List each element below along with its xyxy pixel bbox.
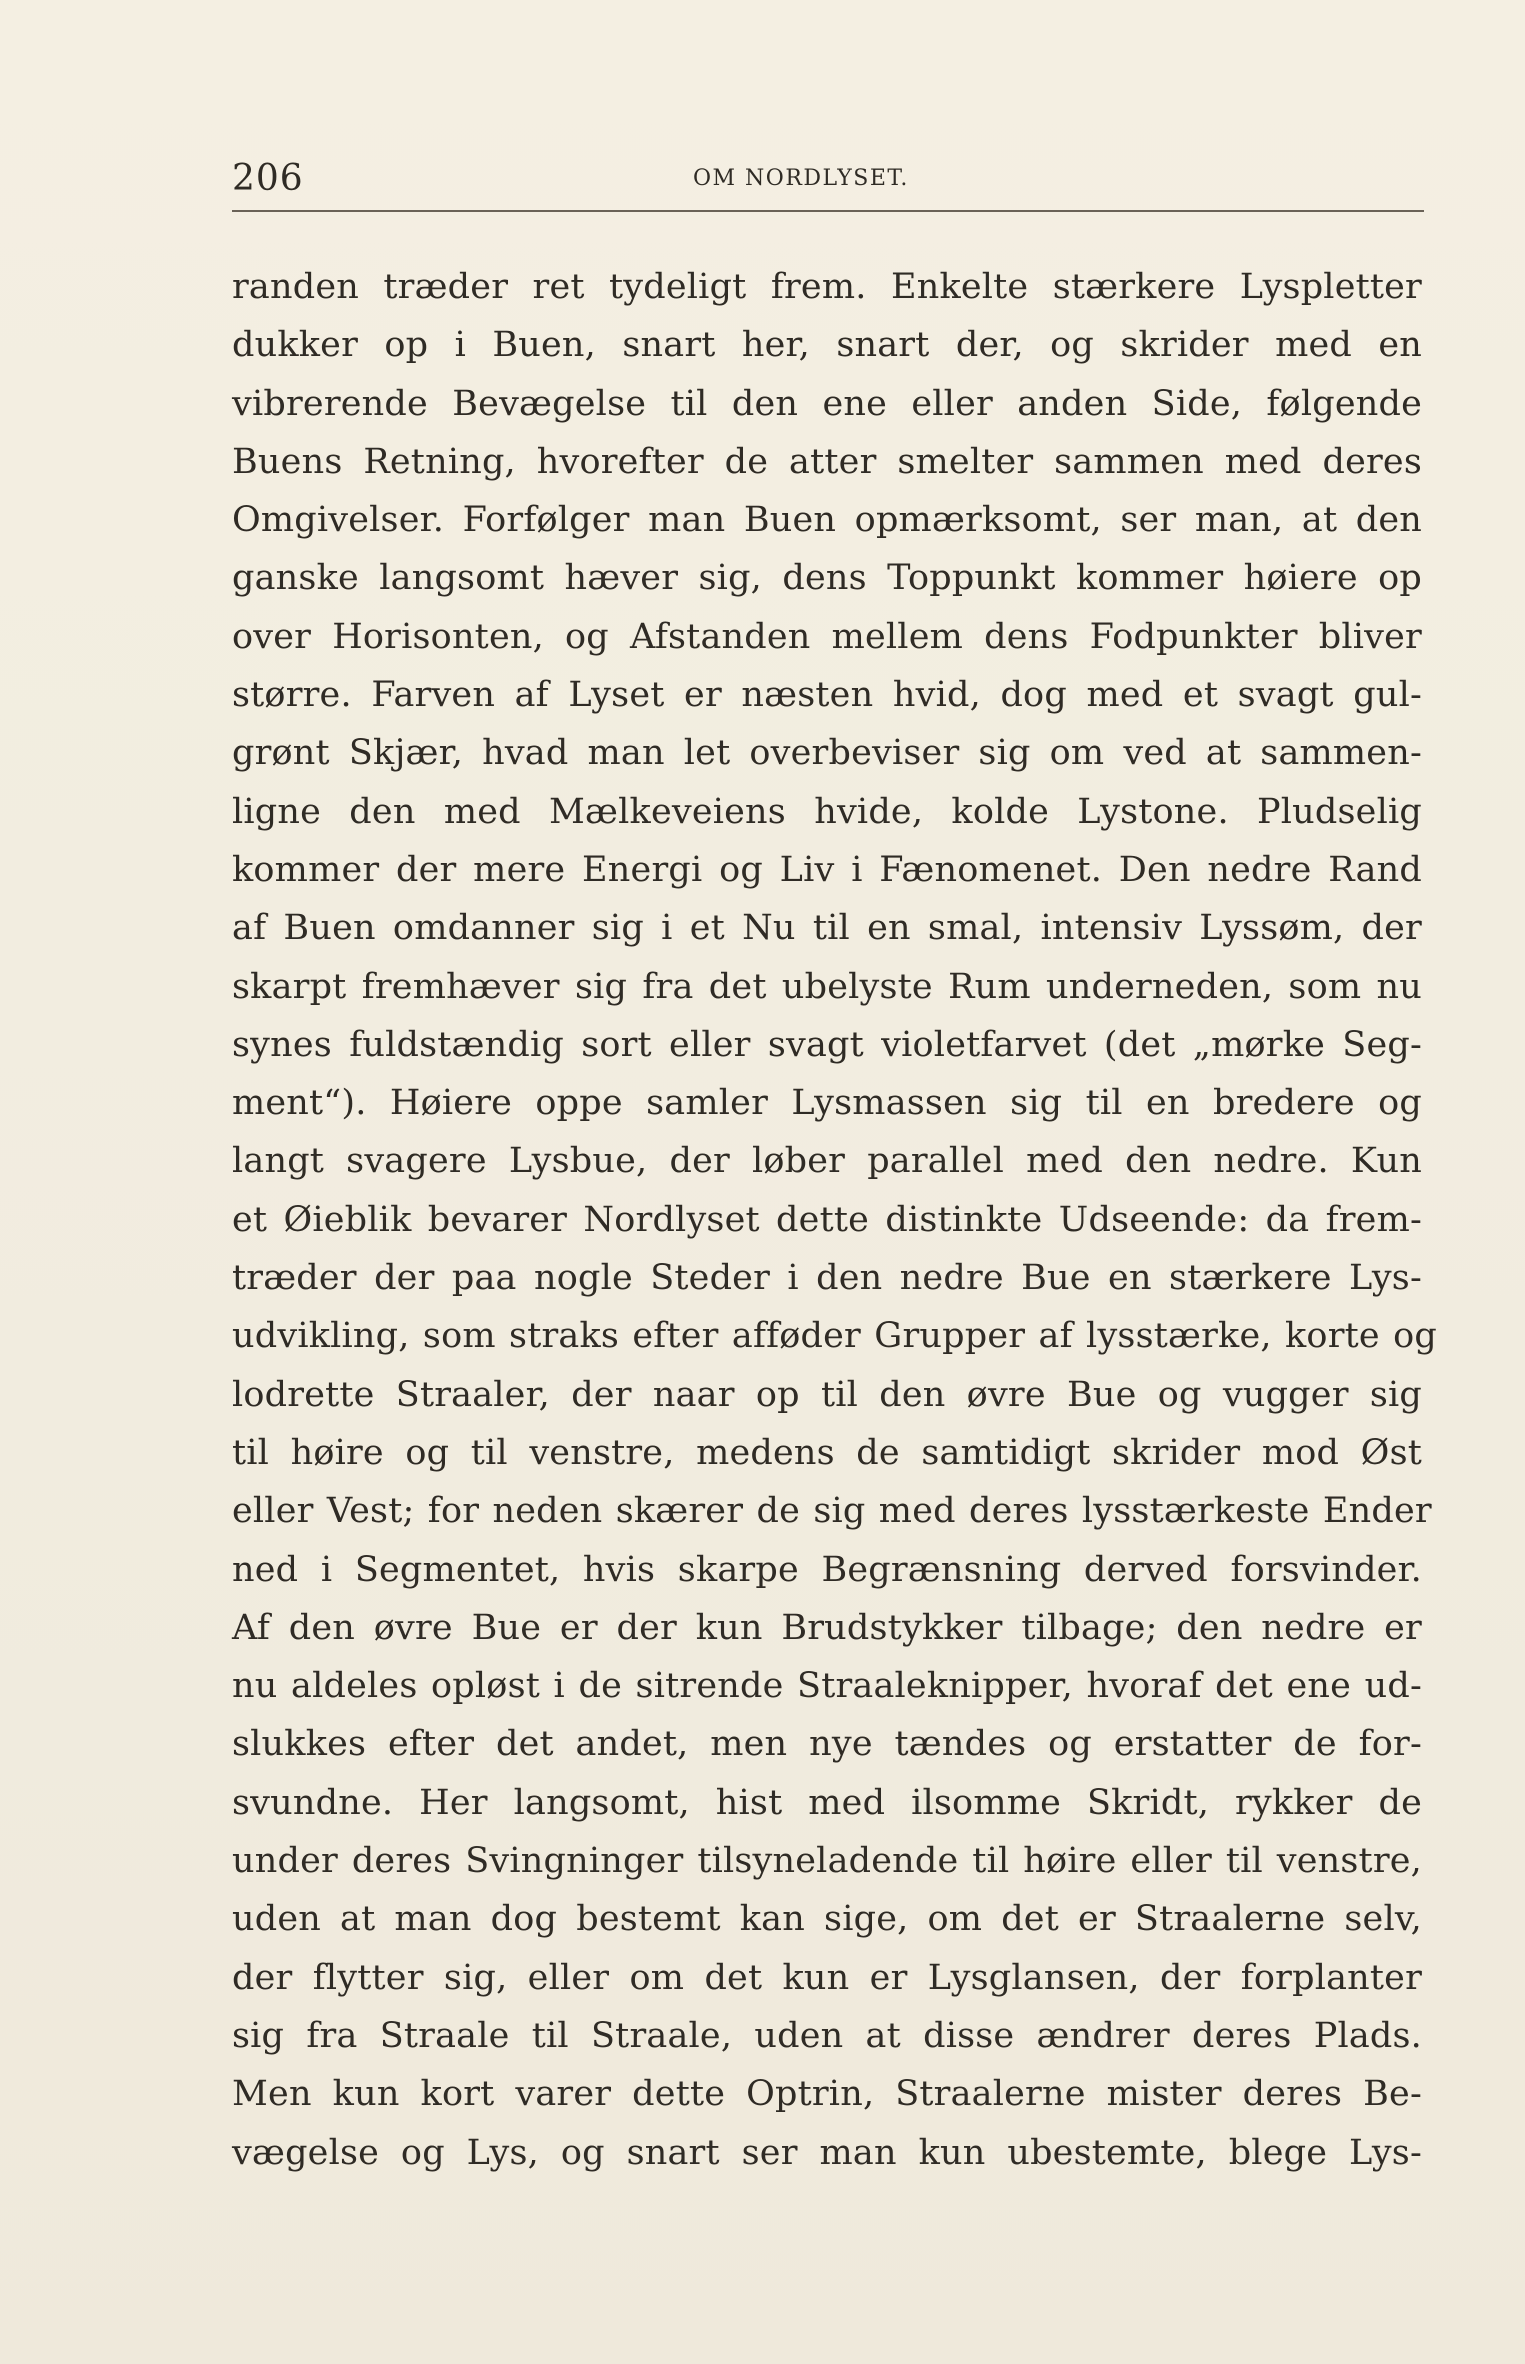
text-line: uden at man dog bestemt kan sige, om det er Straalerne selv, <box>232 1899 1422 1940</box>
text-line: ned i Segmentet, hvis skarpe Begrænsning derved forsvinder. <box>232 1549 1422 1590</box>
text-line: langt svagere Lysbue, der løber parallel med den nedre. Kun <box>232 1141 1422 1182</box>
text-line: skarpt fremhæver sig fra det ubelyste Rum underneden, som nu <box>232 966 1422 1007</box>
text-line: vægelse og Lys, og snart ser man kun ubestemte, blege Lys- <box>232 2132 1422 2173</box>
text-line: ganske langsomt hæver sig, dens Toppunkt kommer høiere op <box>232 558 1422 599</box>
header-rule <box>232 210 1424 212</box>
text-line: under deres Svingninger tilsyneladende til høire eller til venstre, <box>232 1841 1422 1882</box>
text-line: grønt Skjær, hvad man let overbeviser sig om ved at sammen- <box>232 733 1422 774</box>
text-line: ligne den med Mælkeveiens hvide, kolde Lystone. Pludselig <box>232 791 1422 832</box>
text-line: dukker op i Buen, snart her, snart der, og skrider med en <box>232 325 1422 366</box>
text-line: større. Farven af Lyset er næsten hvid, dog med et svagt gul- <box>232 675 1422 716</box>
text-line: et Øieblik bevarer Nordlyset dette distinkte Udseende: da frem- <box>232 1199 1422 1240</box>
text-line: vibrerende Bevægelse til den ene eller anden Side, følgende <box>232 383 1422 424</box>
text-line: der flytter sig, eller om det kun er Lysglansen, der forplanter <box>232 1957 1422 1998</box>
text-line: lodrette Straaler, der naar op til den øvre Bue og vugger sig <box>232 1374 1422 1415</box>
running-head <box>232 158 1424 200</box>
text-line: svundne. Her langsomt, hist med ilsomme Skridt, rykker de <box>232 1782 1422 1823</box>
text-line: over Horisonten, og Afstanden mellem dens Fodpunkter bliver <box>232 616 1422 657</box>
text-line: eller Vest; for neden skærer de sig med deres lysstærkeste Ender <box>232 1491 1432 1532</box>
text-line: nu aldeles opløst i de sitrende Straaleknipper, hvoraf det ene ud- <box>232 1666 1422 1707</box>
text-line: ment“). Høiere oppe samler Lysmassen sig til en bredere og <box>232 1083 1422 1124</box>
text-line: træder der paa nogle Steder i den nedre Bue en stærkere Lys- <box>232 1258 1422 1299</box>
text-line: Men kun kort varer dette Optrin, Straalerne mister deres Be- <box>232 2074 1422 2115</box>
running-title: OM NORDLYSET. <box>693 166 909 191</box>
text-line: Af den øvre Bue er der kun Brudstykker tilbage; den nedre er <box>232 1607 1422 1648</box>
body-text <box>232 258 1437 2182</box>
text-line: randen træder ret tydeligt frem. Enkelte stærkere Lyspletter <box>232 267 1422 307</box>
text-line: sig fra Straale til Straale, uden at disse ændrer deres Plads. <box>232 2015 1422 2056</box>
text-line: slukkes efter det andet, men nye tændes og erstatter de for- <box>232 1724 1422 1765</box>
text-line: synes fuldstændig sort eller svagt violetfarvet (det „mørke Seg- <box>232 1024 1422 1065</box>
text-line: til høire og til venstre, medens de samtidigt skrider mod Øst <box>232 1432 1422 1473</box>
text-line: udvikling, som straks efter afføder Grupper af lysstærke, korte og <box>232 1316 1437 1357</box>
text-line: kommer der mere Energi og Liv i Fænomenet. Den nedre Rand <box>232 849 1422 890</box>
text-line: Buens Retning, hvorefter de atter smelter sammen med deres <box>232 441 1422 482</box>
page-number: 206 <box>232 158 304 199</box>
text-line: af Buen omdanner sig i et Nu til en smal, intensiv Lyssøm, der <box>232 908 1422 949</box>
text-line: Omgivelser. Forfølger man Buen opmærksomt, ser man, at den <box>232 500 1422 541</box>
